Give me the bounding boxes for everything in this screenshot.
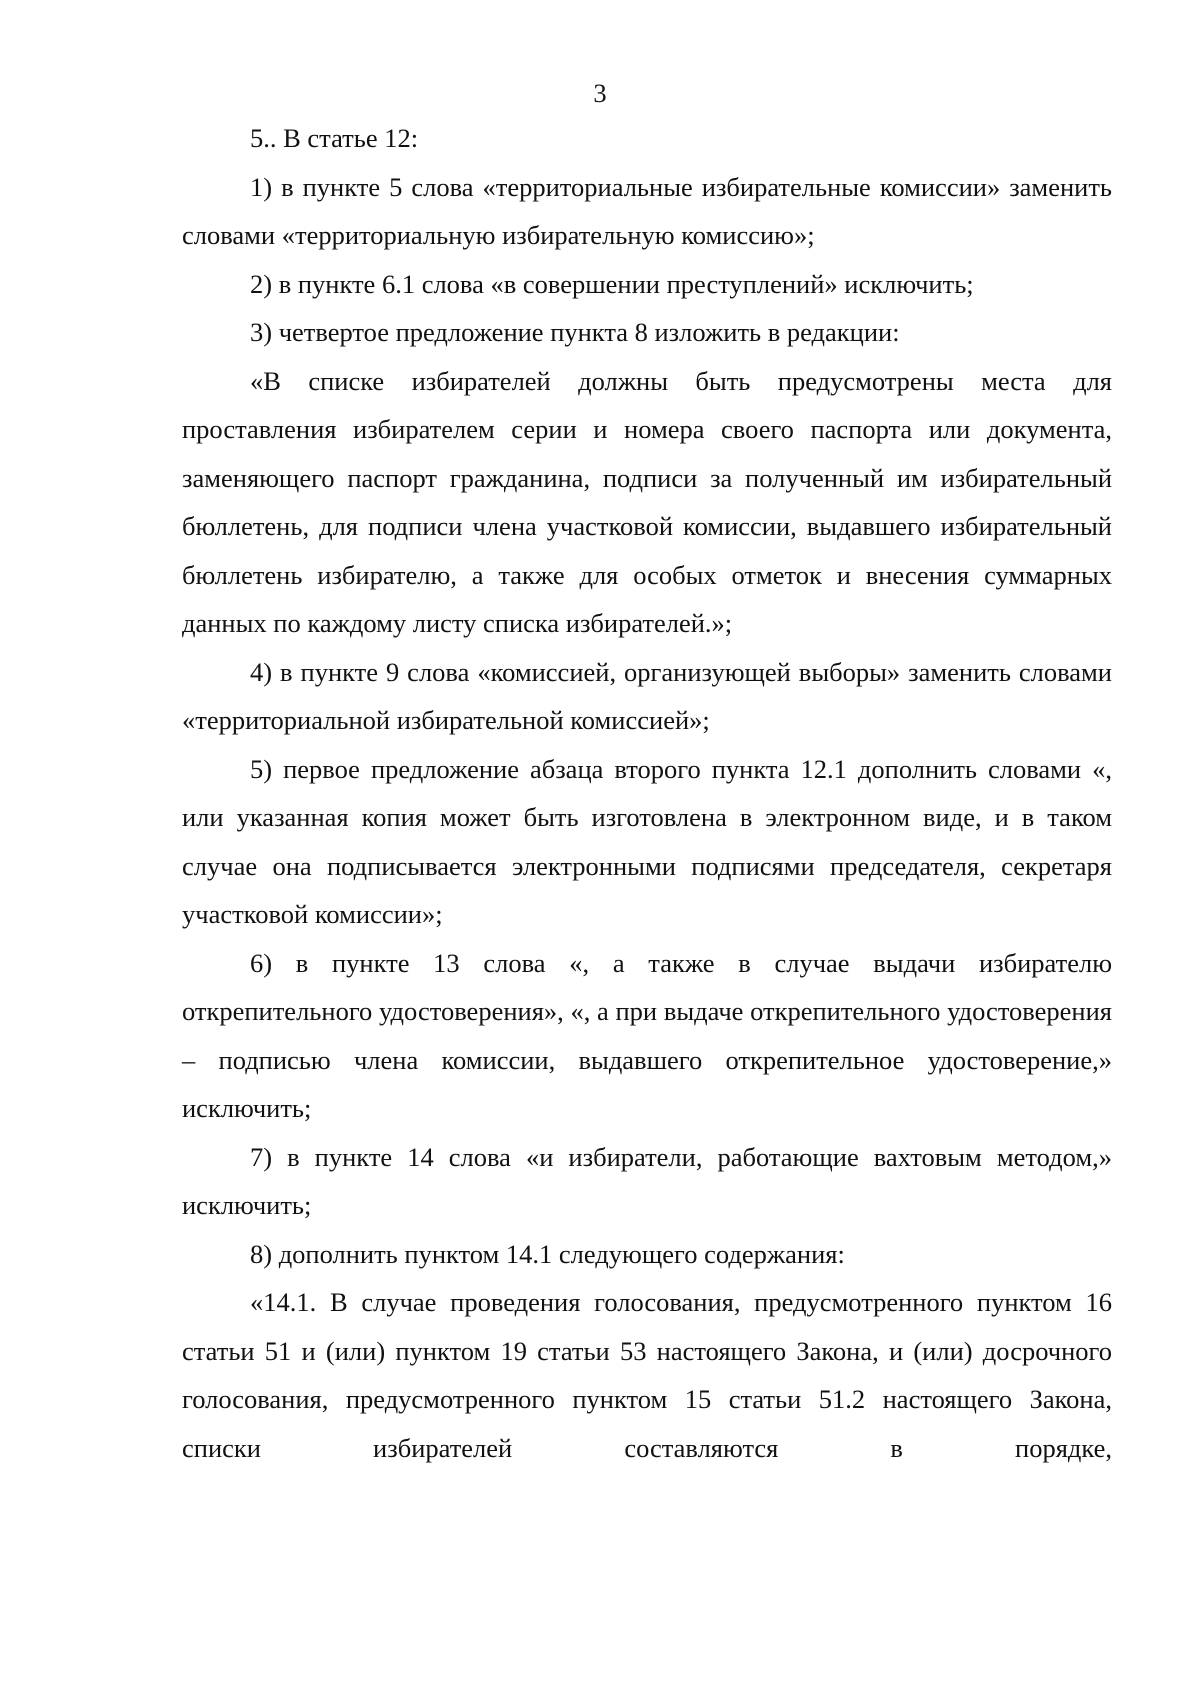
paragraph-article-12-heading: 5.. В статье 12:: [250, 123, 419, 153]
paragraph-item-2: 2) в пункте 6.1 слова «в совершении преступлений» исключить;: [250, 268, 974, 299]
paragraph-item-5: 5) первое предложение абзаца второго пункта 12.1 дополнить словами «, или указанная копия может быть изготовлена в электронном виде, и в таком случае она подписывается электронными подписями председателя, секретаря участковой комиссии»;: [182, 753, 1112, 929]
document-body: [182, 114, 1112, 1472]
paragraph-item-4: 4) в пункте 9 слова «комиссией, организующей выборы» заменить словами «территориальной избирательной комиссией»;: [182, 656, 1112, 735]
paragraph-item-6: 6) в пункте 13 слова «, а также в случае выдачи избирателю открепительного удостоверения», «, а при выдаче открепительного удостоверения – подписью члена комиссии, выдавшего открепительное удостоверение,» исключить;: [182, 947, 1112, 1123]
page-number: 3: [593, 78, 607, 108]
paragraph-quoted-14-1: «14.1. В случае проведения голосования, предусмотренного пунктом 16 статьи 51 и (или) пунктом 19 статьи 53 настоящего Закона, и (или) досрочного голосования, предусмотренного пунктом 15 статьи 51.2 настоящего Закона, списки избирателей составляются в порядке,: [182, 1287, 1112, 1463]
paragraph-item-7: 7) в пункте 14 слова «и избиратели, работающие вахтовым методом,» исключить;: [182, 1141, 1112, 1220]
paragraph-item-8: 8) дополнить пунктом 14.1 следующего содержания:: [250, 1238, 845, 1269]
paragraph-item-3: 3) четвертое предложение пункта 8 изложить в редакции:: [250, 317, 900, 347]
paragraph-item-1: 1) в пункте 5 слова «территориальные избирательные комиссии» заменить словами «территориальную избирательную комиссию»;: [182, 171, 1112, 250]
paragraph-quoted-voter-list: «В списке избирателей должны быть предусмотрены места для проставления избирателем серии и номера своего паспорта или документа, заменяющего паспорт гражданина, подписи за полученный им избирательный бюллетень, для подписи члена участковой комиссии, выдавшего избирательный бюллетень избирателю, а также для особых отметок и внесения суммарных данных по каждому листу списка избирателей.»;: [182, 365, 1112, 638]
